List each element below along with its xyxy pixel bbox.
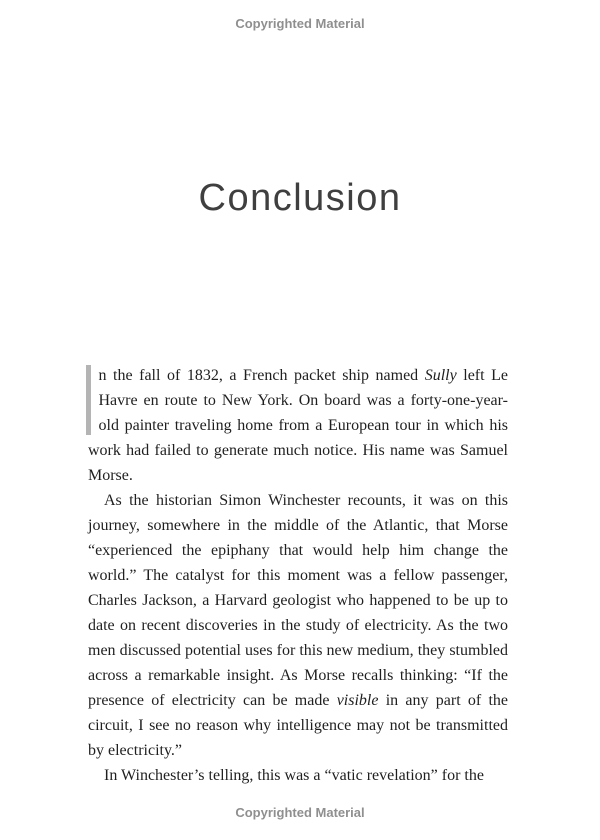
paragraph-1 [88,363,508,488]
paragraph-2 [88,488,508,763]
paragraph-2-text-cont: in any part of the circuit, I see no reason why intelligence may not be transmitted by electricity.” [88,692,509,759]
drop-cap-letter [86,365,87,366]
ship-name-italic: Sully [424,367,457,384]
chapter-title: Conclusion [198,177,402,219]
body-text [88,363,508,788]
paragraph-2-text: As the historian Simon Winchester recounts, it was on this journey, somewhere in the middle of the Atlantic, that Morse “experienced the epiphany that would help him change the world.” The catalyst for this moment was a fellow passenger, Charles Jackson, a Harvard geologist who happened to be up to date on recent discoveries in the study of electricity. As the two men discussed potential uses for this new medium, they stumbled across a remarkable insight. As Morse recalls thinking: “If the presence of electricity can be made [88,492,508,709]
drop-cap-i [86,365,91,435]
copyright-banner-bottom: Copyrighted Material [235,805,365,820]
copyright-banner-top: Copyrighted Material [235,16,365,31]
paragraph-3: In Winchester’s telling, this was a “vatic revelation” for the [104,767,484,784]
visible-italic: visible [336,692,379,709]
paragraph-1-text-cont: left Le Havre en route to New York. On board was a forty-one-year-old painter traveling home from a European tour in which his work had failed to generate much notice. His name was Samuel Morse. [88,367,508,484]
paragraph-1-text: n the fall of 1832, a French packet ship named [98,367,425,384]
